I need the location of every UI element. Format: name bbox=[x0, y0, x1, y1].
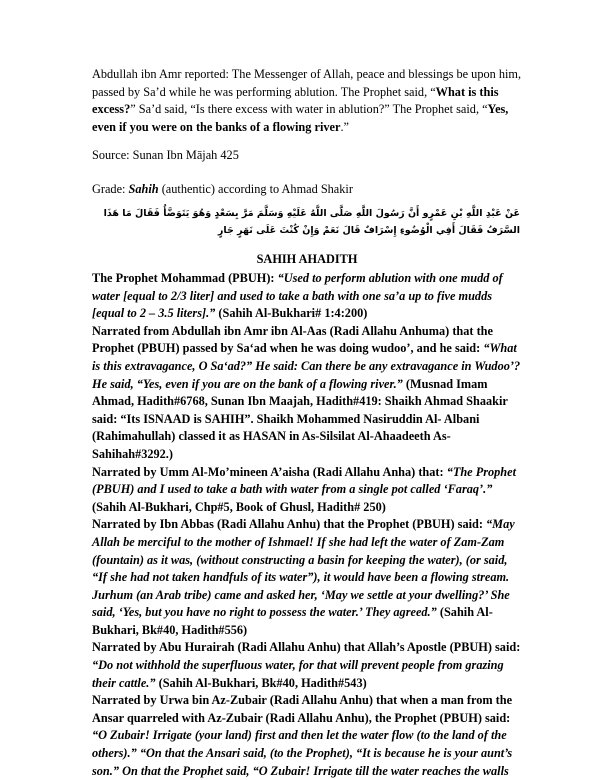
grade-prefix: Grade: bbox=[92, 182, 129, 196]
hadith-reference: (Sahih Al-Bukhari, Bk#40, Hadith#556) bbox=[92, 605, 493, 637]
hadith-item bbox=[92, 516, 522, 639]
grade-line bbox=[92, 181, 522, 199]
grade-term: Sahih bbox=[128, 182, 159, 196]
source-line: Source: Sunan Ibn Mājah 425 bbox=[92, 148, 239, 162]
hadith-quote: “Used to perform ablution with one mudd of water [equal to 2/3 liter] and used to take a bath with one sa’a up to five mudds [equal to 2 – 3.5 liters].” bbox=[92, 271, 503, 321]
arabic-text: عَنْ عَبْدِ اللَّهِ بْنِ عَمْرٍو أَنَّ رَسُولَ اللَّهِ صَلَّى اللَّهُ عَلَيْهِ وَسَلَّمَ مَرَّ بِسَعْدٍ وَهُوَ يَتَوَضَّأُ فَقَالَ مَا هَذَا السَّرَفُ فَقَالَ أَفِي الْوُضُوءِ إِسْرَافٌ قَالَ نَعَمْ وَإِنْ كُنْتَ عَلَى نَهَرٍ جَارٍ bbox=[103, 208, 520, 236]
hadith-item bbox=[92, 639, 522, 692]
hadith-quote: “O Zubair! Irrigate (your land) first and then let the water flow (to the land of the others).” “On that the Ansari said, (to the Prophet), “It is because he is your aunt’s son.” On that the Prophet said, “O Zubair! Irrigate till the water reaches the walls bbox=[92, 728, 513, 778]
hadith-quote: “The Prophet (PBUH) and I used to take a bath with water from a single pot called ‘Faraq’.” bbox=[92, 464, 517, 497]
hadith-lead: Narrated by Umm Al-Mo’mineen A’aisha (Radi Allahu Anha) that: bbox=[92, 464, 447, 479]
hadith-lead: Narrated by Abu Hurairah (Radi Allahu Anhu) that Allah’s Apostle (PBUH) said: bbox=[92, 640, 521, 655]
hadith-lead: Narrated by Ibn Abbas (Radi Allahu Anhu) that the Prophet (PBUH) said: bbox=[92, 517, 487, 532]
hadith-item bbox=[92, 323, 522, 464]
hadith-reference: (Sahih Al-Bukhari, Chp#5, Book of Ghusl, Hadith# 250) bbox=[92, 499, 386, 514]
hadith-lead: Narrated by Urwa bin Az-Zubair (Radi Allahu Anhu) that when a man from the Ansar quarreled with Az-Zubair (Radi Allahu Anhu), the Prophet (PBUH) said: bbox=[92, 693, 513, 725]
intro-text-2: ” Sa’d said, “Is there excess with water in ablution?” The Prophet said, “ bbox=[130, 102, 488, 117]
hadith-reference: (Sahih Al-Bukhari# 1:4:200) bbox=[215, 306, 368, 321]
hadith-list bbox=[92, 270, 522, 780]
intro-text-3: .” bbox=[340, 119, 349, 134]
intro-quote-2: Yes, even if you were on the banks of a flowing river bbox=[92, 102, 509, 134]
section-heading: SAHIH AHADITH bbox=[256, 252, 358, 266]
intro-paragraph bbox=[92, 66, 522, 136]
hadith-reference: (Sahih Al-Bukhari, Bk#40, Hadith#543) bbox=[155, 675, 367, 690]
hadith-quote: “Do not withhold the superfluous water, for that will prevent people from grazing their cattle.” bbox=[92, 658, 504, 690]
hadith-item bbox=[92, 692, 522, 780]
hadith-quote: “May Allah be merciful to the mother of Ishmael! If she had left the water of Zam-Zam (fountain) as it was, (without constructing a basin for keeping the water), (or said, “If she had not taken handfuls of its water”), it would have been a flowing stream. Jurhum (an Arab tribe) came and asked her, ‘May we settle at your dwelling?’ She said, ‘Yes, but you have no right to possess the water.’ They agreed.” bbox=[92, 517, 515, 620]
intro-quote-1: What is this excess? bbox=[92, 84, 499, 117]
hadith-reference: (Musnad Imam Ahmad, Hadith#6768, Sunan Ibn Maajah, Hadith#419: Shaikh Ahmad Shaakir said: “Its ISNAAD is SAHIH”. Shaikh Mohammed Nasiruddin Al- Albani (Rahimahullah) classed it as HASAN in As-Silsilat Al-Ahaadeeth As-Sahihah#3292.) bbox=[92, 376, 508, 461]
intro-text-1: Abdullah ibn Amr reported: The Messenger of Allah, peace and blessings be upon him, passed by Sa’d while he was performing ablution. The Prophet said, “ bbox=[92, 67, 522, 99]
grade-suffix: (authentic) according to Ahmad Shakir bbox=[158, 182, 353, 196]
hadith-item bbox=[92, 464, 522, 517]
hadith-item bbox=[92, 270, 522, 323]
hadith-lead: The Prophet Mohammad (PBUH): bbox=[92, 271, 278, 285]
hadith-lead: Narrated from Abdullah ibn Amr ibn Al-Aas (Radi Allahu Anhuma) that the Prophet (PBUH) passed by Sa‘ad when he was doing wudoo’, and he said: bbox=[92, 323, 493, 356]
hadith-quote: “What is this extravagance, O Sa‘ad?” He said: Can there be any extravagance in Wudoo’? He said, “Yes, even if you are on the bank of a flowing river.” bbox=[92, 341, 521, 391]
